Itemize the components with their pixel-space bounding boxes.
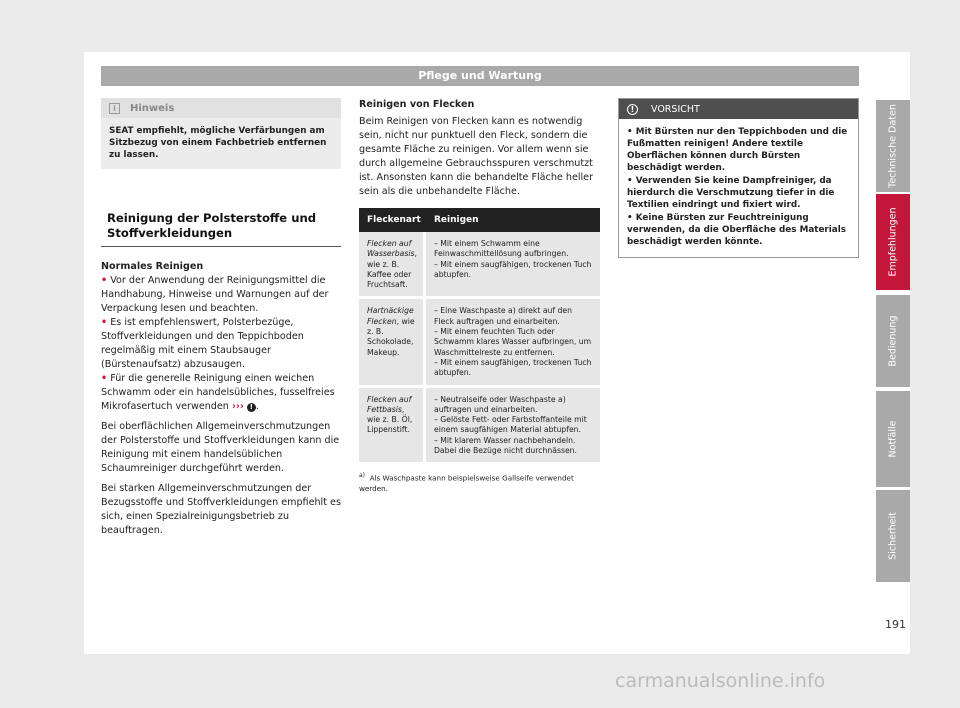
hinweis-title: Hinweis <box>130 102 175 114</box>
tab-technische-daten[interactable]: Technische Daten <box>876 100 910 192</box>
watermark: carmanualsonline.info <box>615 670 826 692</box>
tab-notfalle[interactable]: Notfälle <box>876 391 910 487</box>
table-header: Reinigen <box>426 208 600 232</box>
page-number: 191 <box>885 618 906 631</box>
table-row <box>359 232 600 296</box>
flecken-title: Reinigen von Flecken <box>359 99 475 110</box>
reference-arrow[interactable]: ››› <box>231 401 244 412</box>
bullet-icon: • <box>101 275 108 286</box>
table-header: Fleckenart <box>359 208 426 232</box>
tab-sicherheit[interactable]: Sicherheit <box>876 490 910 582</box>
list-item: • Vor der Anwendung der Reinigungsmittel die Handhabung, Hinweise und Warnungen auf der Verpackung lesen und beachten. <box>101 275 329 314</box>
table-row <box>359 388 600 463</box>
list-item: • Es ist empfehlenswert, Polsterbezüge, Stoffverkleidungen und den Teppichboden regelmäßig mit einem Staubsauger (Bürstenaufsatz) abzusaugen. <box>101 317 304 370</box>
table-cell: – Mit einem Schwamm eine Feinwaschmittellösung aufbringen. – Mit einem saugfähigen, trockenen Tuch abtupfen. <box>426 232 600 296</box>
info-icon: i <box>109 103 120 114</box>
section-subhead: Normales Reinigen <box>101 261 204 272</box>
flecken-intro: Beim Reinigen von Flecken kann es notwendig sein, nicht nur punktuell den Fleck, sondern die gesamte Fläche zu reinigen. Vor allem wenn sie durch allgemeine Gebrauchsspuren verschmutzt ist. Ansonsten kann die behandelte Fläche heller sein als die unbehandelte Fläche. <box>359 116 594 197</box>
footnote: $^{a)}$ Als Waschpaste kann beispielsweise Gallseife verwendet werden. <box>359 472 574 493</box>
bullet-icon: • <box>101 317 108 328</box>
warning-icon: ! <box>627 104 638 115</box>
column-left <box>101 98 341 538</box>
vorsicht-box <box>618 98 859 258</box>
paragraph: Bei oberflächlichen Allgemeinverschmutzungen der Polsterstoffe und Stoffverkleidungen kann die Reinigung mit einem handelsüblichen Schaumreiniger durchgeführt werden. <box>101 421 340 474</box>
tab-empfehlungen[interactable]: Empfehlungen <box>876 194 910 290</box>
list-item: • Für die generelle Reinigung einen weichen Schwamm oder ein handelsübliches, fusselfreies Mikrofasertuch verwenden ››› ! . <box>101 373 335 412</box>
flecken-table <box>359 208 600 462</box>
column-middle <box>359 98 600 494</box>
vorsicht-title: VORSICHT <box>651 103 700 115</box>
table-cell: – Neutralseife oder Waschpaste a) auftragen und einarbeiten. – Gelöste Fett- oder Farbstoffanteile mit einem saugfähigen Material abtupfen. – Mit klarem Wasser nachbehandeln. Dabei die Bezüge nicht durchnässen. <box>426 388 600 463</box>
table-cell: Flecken auf Wasserbasis, wie z. B. Kaffee oder Fruchtsaft. <box>359 232 426 296</box>
hinweis-text: SEAT empfiehlt, mögliche Verfärbungen am Sitzbezug von einem Fachbetrieb entfernen zu lassen. <box>109 126 327 160</box>
table-cell: Hartnäckige Flecken, wie z. B. Schokolade, Makeup. <box>359 299 426 384</box>
tab-bedienung[interactable]: Bedienung <box>876 295 910 387</box>
list-item: • Keine Bürsten zur Feuchtreinigung verwenden, da die Oberfläche des Materials beschädigt werden könnte. <box>627 213 846 247</box>
page-header: Pflege und Wartung <box>101 66 859 86</box>
section-title: Reinigung der Polsterstoffe und Stoffverkleidungen <box>101 211 341 247</box>
warning-icon: ! <box>247 403 256 412</box>
table-row <box>359 299 600 384</box>
paragraph: Bei starken Allgemeinverschmutzungen der Bezugsstoffe und Stoffverkleidungen empfiehlt es sich, einen Spezialreinigungsbetrieb zu beauftragen. <box>101 483 341 536</box>
bullet-icon: • <box>101 373 108 384</box>
list-item: • Verwenden Sie keine Dampfreiniger, da hierdurch die Verschmutzung tiefer in die Textilien eindringt und fixiert wird. <box>627 176 835 210</box>
hinweis-box <box>101 98 341 169</box>
column-right <box>618 98 859 258</box>
table-cell: – Eine Waschpaste a) direkt auf den Fleck auftragen und einarbeiten. – Mit einem feuchten Tuch oder Schwamm klares Wasser aufbringen, um Waschmittelreste zu entfernen. – Mit einem saugfähigen, trockenen Tuch abtupfen. <box>426 299 600 384</box>
table-cell: Flecken auf Fettbasis, wie z. B. Öl, Lippenstift. <box>359 388 426 463</box>
list-item: • Mit Bürsten nur den Teppichboden und die Fußmatten reinigen! Andere textile Oberflächen können durch Bürsten beschädigt werden. <box>627 127 848 173</box>
